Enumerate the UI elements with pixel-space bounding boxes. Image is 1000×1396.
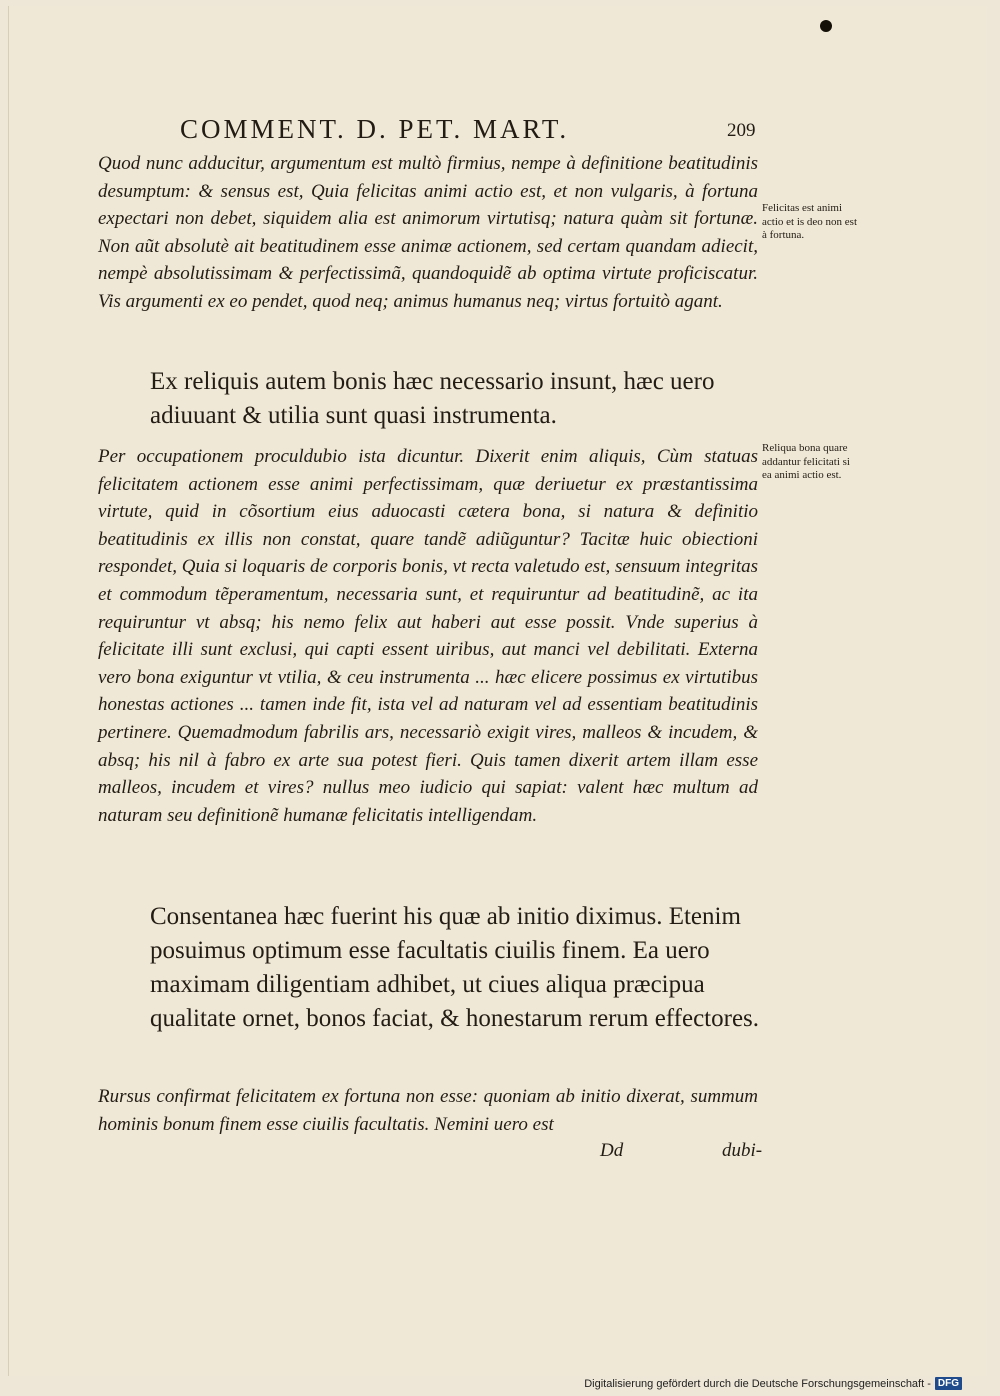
- funding-credit: Digitalisierung gefördert durch die Deutsche Forschungsgemeinschaft -: [584, 1377, 931, 1390]
- commentary-paragraph-3: Rursus confirmat felicitatem ex fortuna non esse: quoniam ab initio dixerat, summum hominis bonum finem esse ciuilis facultatis. Nemini uero est: [98, 1086, 758, 1135]
- signature-mark: Dd: [600, 1140, 624, 1161]
- margin-note-reliqua-bona: Reliqua bona quare addantur felicitati si ea animi actio est.: [762, 442, 850, 481]
- page-number: 209: [727, 120, 756, 141]
- digitization-footer: [584, 1377, 962, 1390]
- commentary-paragraph-2: Per occupationem proculdubio ista dicuntur. Dixerit enim aliquis, Cùm statuas felicitatem actionem esse animi perfectissimam, quæ deriuetur ex præstantissima virtute, quid in cõsortium eius aduocasti cætera bona, si natura & definitio beatitudinis ex illis non constat, quare tandẽ adiũguntur? Tacitæ huic obiectioni respondet, Quia si loquaris de corporis bonis, vt recta valetudo est, sensuum integritas et commodum tẽperamentum, necessaria sunt, et requiruntur ad beatitudinẽ, ac ita requiruntur vt absq; his nemo felix aut haberi aut esse possit. Vnde superius à felicitate illi sunt exclusi, qui capti essent uiribus, aut manci vel debilitati. Externa vero bona exiguntur vt vtilia, & ceu instrumenta ... hæc elicere possimus ex virtutibus honestas actiones ... tamen inde fit, ista vel ad naturam vel ad essentiam beatitudinis pertinere. Quemadmodum fabrilis ars, necessariò exigit vires, malleos & incudem, & absq; his nil à fabro ex arte sua potest fieri. Quis tamen dixerit artem illam esse malleos, incudem et vires? nullus meo iudicio qui sapiat: valent hæc multum ad naturam seu definitionẽ humanæ felicitatis intelligendam.: [98, 446, 758, 826]
- ink-blot-mark: [820, 20, 832, 32]
- commentary-paragraph-1: Quod nunc adducitur, argumentum est multò firmius, nempe à definitione beatitudinis desumptum: & sensus est, Quia felicitas animi actio est, et non vulgaris, à fortuna expectari non debet, siquidem alia est animorum virtutisq; natura quàm sit fortunæ. Non aũt absolutè ait beatitudinem esse animæ actionem, sed certam quandam adiecit, nempè absolutissimam & perfectissimã, quandoquidẽ ab optima virtute proficiscatur. Vis argumenti ex eo pendet, quod neq; animus humanus neq; virtus fortuitò agant.: [98, 153, 758, 312]
- margin-note-felicitas: Felicitas est animi actio et is deo non est à fortuna.: [762, 202, 858, 241]
- running-title: COMMENT. D. PET. MART.: [180, 114, 570, 144]
- aristotle-lemma-2: Consentanea hæc fuerint his quæ ab initio diximus. Etenim posuimus optimum esse facultatis ciuilis finem. Ea uero maximam diligentiam adhibet, ut ciues aliqua præcipua qualitate ornet, bonos faciat, & honestarum rerum effectores.: [150, 903, 760, 1032]
- catchword: dubi-: [722, 1140, 763, 1161]
- aristotle-lemma-1: Ex reliquis autem bonis hæc necessario insunt, hæc uero adiuuant & utilia sunt quasi instrumenta.: [150, 368, 715, 429]
- dfg-logo: DFG: [935, 1377, 962, 1390]
